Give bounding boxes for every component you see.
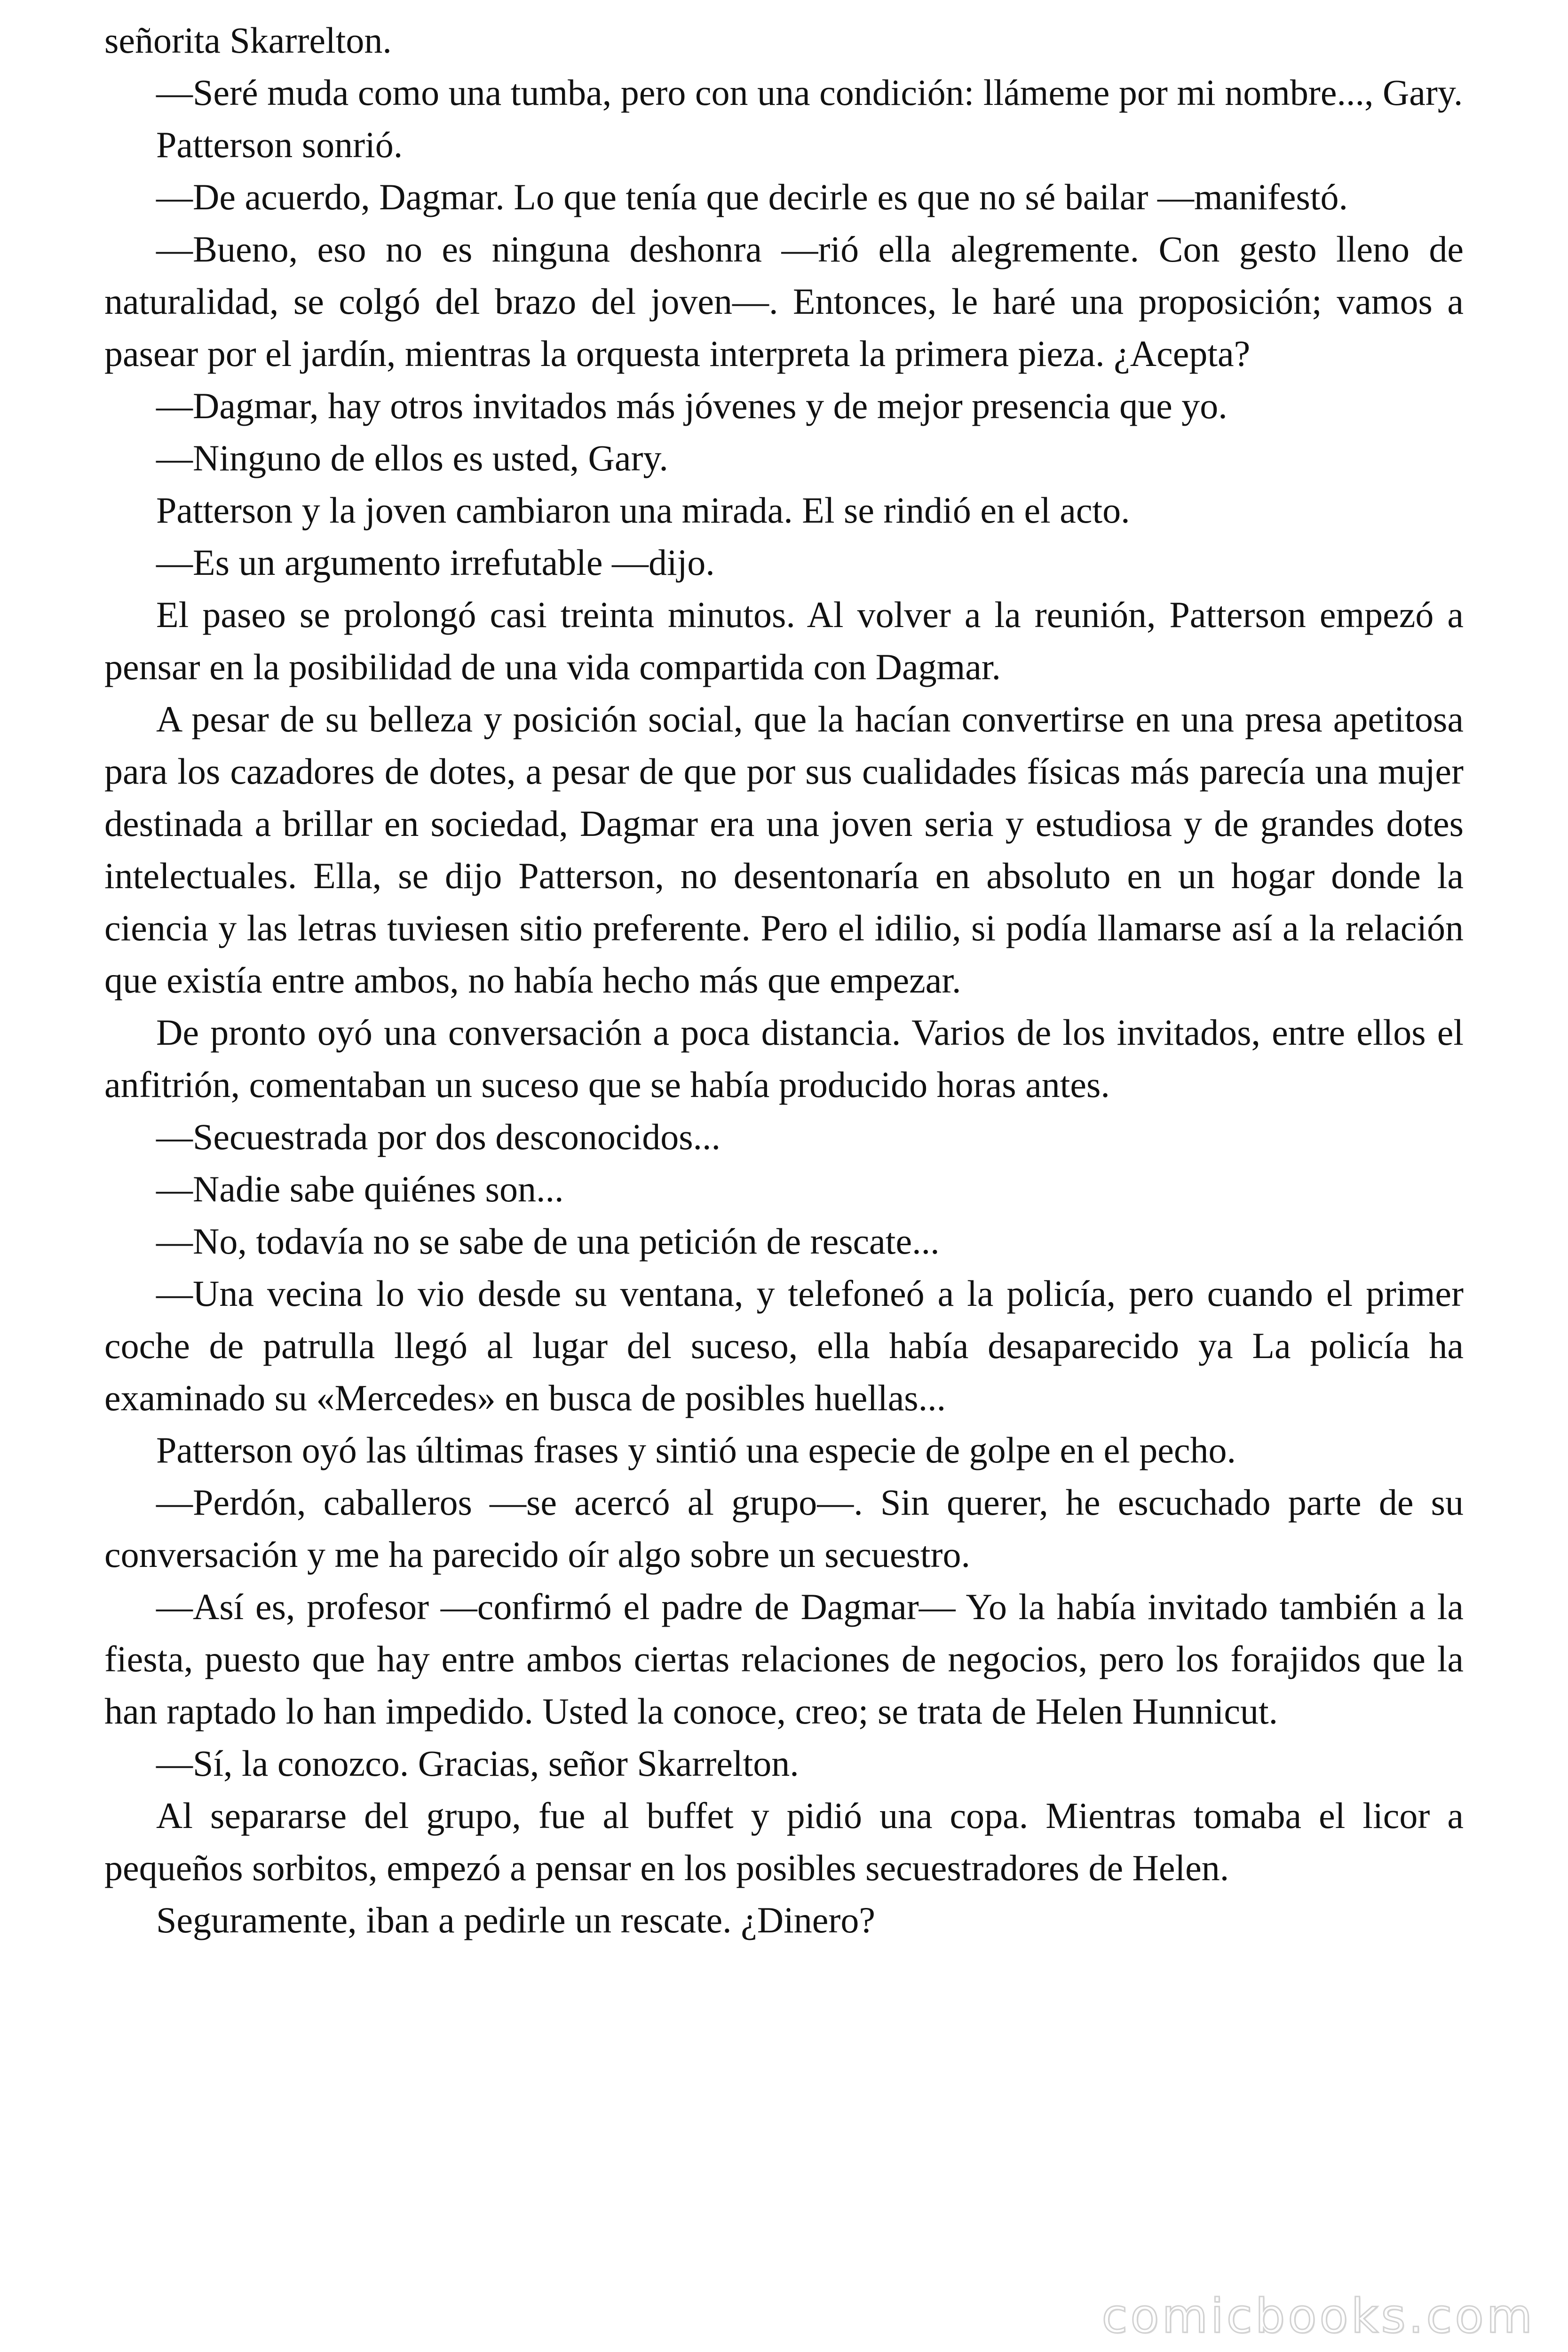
paragraph: —No, todavía no se sabe de una petición de rescate... (156, 1221, 940, 1262)
paragraph: —Seré muda como una tumba, pero con una condición: llámeme por mi nombre..., Gary. (156, 72, 1463, 113)
paragraph: —Una vecina lo vio desde su ventana, y telefoneó a la policía, pero cuando el primer coche de patrulla llegó al lugar del suceso, ella había desaparecido ya La policía ha examinado su «Mercedes» en busca de posibles huellas... (104, 1273, 1464, 1418)
paragraph: El paseo se prolongó casi treinta minutos. Al volver a la reunión, Patterson empezó a pensar en la posibilidad de una vida compartida con Dagmar. (104, 594, 1464, 687)
paragraph: —Nadie sabe quiénes son... (156, 1168, 564, 1209)
paragraph: —Bueno, eso no es ninguna deshonra —rió ella alegremente. Con gesto lleno de naturalidad, se colgó del brazo del joven—. Entonces, le haré una proposición; vamos a pasear por el jardín, mientras la orquesta interpreta la primera pieza. ¿Acepta? (104, 229, 1464, 374)
paragraph: Al separarse del grupo, fue al buffet y pidió una copa. Mientras tomaba el licor a pequeños sorbitos, empezó a pensar en los posibles secuestradores de Helen. (104, 1795, 1464, 1888)
watermark: comicbooks.com (1101, 2288, 1535, 2344)
paragraph: —Dagmar, hay otros invitados más jóvenes y de mejor presencia que yo. (156, 385, 1227, 426)
paragraph: Patterson oyó las últimas frases y sintió una especie de golpe en el pecho. (156, 1430, 1236, 1470)
paragraph: —Secuestrada por dos desconocidos... (156, 1116, 721, 1157)
paragraph: —Así es, profesor —confirmó el padre de Dagmar— Yo la había invitado también a la fiesta, puesto que hay entre ambos ciertas relaciones de negocios, pero los forajidos que la han raptado lo han impedido. Usted la conoce, creo; se trata de Helen Hunnicut. (104, 1586, 1464, 1732)
paragraph: —Perdón, caballeros —se acercó al grupo—. Sin querer, he escuchado parte de su conversación y me ha parecido oír algo sobre un secuestro. (104, 1482, 1464, 1575)
page-text (104, 14, 1464, 1946)
paragraph: Seguramente, iban a pedirle un rescate. ¿Dinero? (156, 1899, 875, 1940)
paragraph: —De acuerdo, Dagmar. Lo que tenía que decirle es que no sé bailar —manifestó. (156, 176, 1348, 217)
paragraph: A pesar de su belleza y posición social, que la hacían convertirse en una presa apetitosa para los cazadores de dotes, a pesar de que por sus cualidades físicas más parecía una mujer destinada a brillar en sociedad, Dagmar era una joven seria y estudiosa y de grandes dotes intelectuales. Ella, se dijo Patterson, no desentonaría en absoluto en un hogar donde la ciencia y las letras tuviesen sitio preferente. Pero el idilio, si podía llamarse así a la relación que existía entre ambos, no había hecho más que empezar. (104, 699, 1464, 1001)
paragraph: —Es un argumento irrefutable —dijo. (156, 542, 715, 583)
paragraph: señorita Skarrelton. (104, 20, 392, 61)
paragraph: Patterson sonrió. (156, 124, 403, 165)
paragraph: De pronto oyó una conversación a poca distancia. Varios de los invitados, entre ellos el anfitrión, comentaban un suceso que se había producido horas antes. (104, 1012, 1464, 1105)
paragraph: —Sí, la conozco. Gracias, señor Skarrelton. (156, 1743, 799, 1784)
paragraph: Patterson y la joven cambiaron una mirada. El se rindió en el acto. (156, 490, 1130, 531)
paragraph: —Ninguno de ellos es usted, Gary. (156, 437, 668, 478)
